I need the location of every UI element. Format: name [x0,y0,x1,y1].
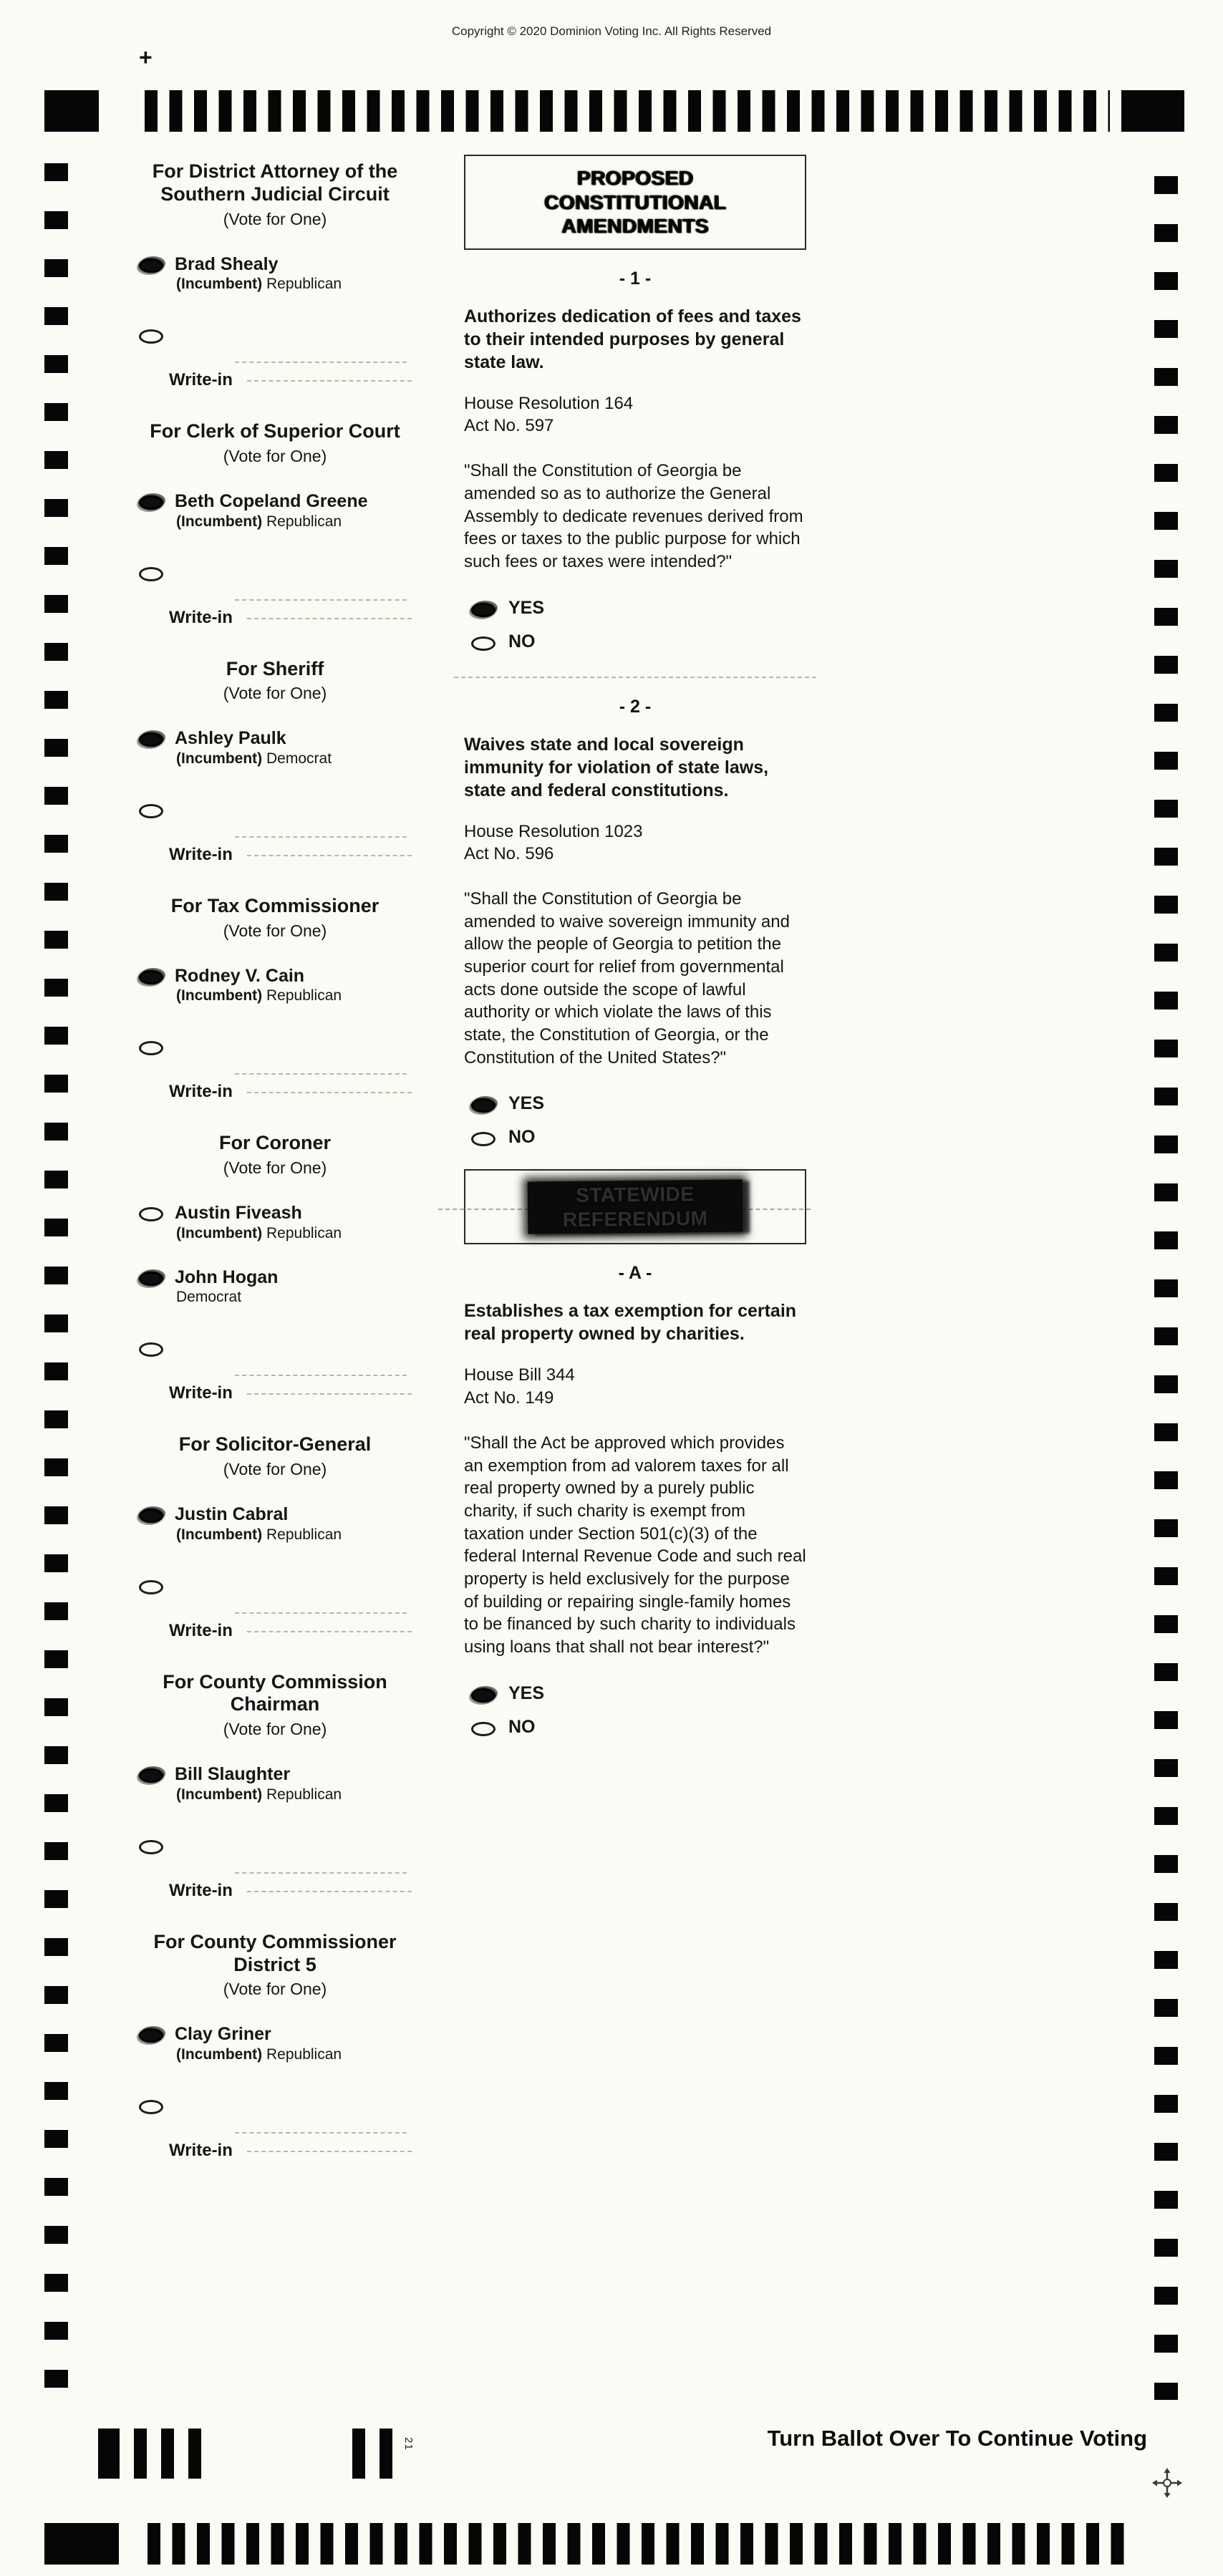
vote-oval-yes[interactable] [471,1098,496,1113]
timing-block-icon [1121,90,1184,132]
party-label: Republican [266,987,342,1004]
candidate-name: Justin Cabral [175,1504,289,1525]
registration-plus-icon: + [139,44,153,70]
candidate-detail [176,276,342,293]
candidate-row [127,1505,422,1544]
section-header-text: PROPOSED CONSTITUTIONAL AMENDMENTS [543,167,727,238]
party-label: Democrat [266,750,332,767]
writein-oval[interactable] [139,2100,163,2114]
contest-vote-for: (Vote for One) [223,1980,327,1999]
vote-oval[interactable] [139,1207,163,1221]
writein-line[interactable] [247,1092,412,1093]
writein-line[interactable] [235,1612,407,1614]
contest-title: For County Commission Chairman [163,1670,387,1715]
timing-block-icon [44,2523,119,2565]
writein-line[interactable] [235,836,407,838]
incumbent-label: (Incumbent) [176,2045,263,2063]
contest-title: For County Commissioner District 5 [153,1930,397,1975]
writein-line[interactable] [235,599,407,601]
separator-line [454,677,816,678]
vote-oval-yes[interactable] [471,1688,496,1703]
measure-question: "Shall the Constitution of Georgia be amended to waive sovereign immunity and allow the people of Georgia to petition the superior court for relief from governmental acts done outside the scope of lawful authority or which violate the laws of this state, the Constitution of Georgia, or the Constitution of the United States?" [464,888,790,1067]
measure-question: "Shall the Constitution of Georgia be amended so as to authorize the General Assembly to dedicate revenues derived from fees or taxes to the public purpose for which such fees or taxes were intended?" [464,461,803,571]
section-header-amendments [464,155,806,250]
contest-vote-for: (Vote for One) [223,447,327,466]
right-timing-marks [1154,176,1178,2400]
candidate-row [127,729,422,768]
reference-line-2: Act No. 597 [464,415,554,435]
reference-line-1: House Bill 344 [464,1365,575,1385]
writein-label: Write-in [169,1383,233,1403]
party-label: Republican [266,1526,342,1543]
measure-summary: Establishes a tax exemption for certain real property owned by charities. [464,1301,797,1345]
measure-referendum-a [464,1263,806,1737]
contest-district-attorney [127,160,422,390]
candidate-row [127,1268,422,1307]
candidate-detail [176,1225,342,1242]
reference-line-1: House Resolution 164 [464,393,634,413]
no-choice [471,1717,806,1738]
candidate-detail [176,750,332,768]
contest-title: For Clerk of Superior Court [150,420,400,442]
measure-summary: Waives state and local sovereign immunity for violation of state laws, state and federal constitutions. [464,734,769,800]
writein-label: Write-in [169,2140,233,2160]
copyright-line: Copyright © 2020 Dominion Voting Inc. All Rights Reserved [451,24,772,38]
no-label: NO [508,1716,536,1737]
yes-label: YES [508,1682,545,1703]
vote-oval-yes[interactable] [471,603,496,617]
measure-number: - A - [618,1263,652,1284]
contest-title: For Tax Commissioner [170,894,380,916]
candidate-row [127,1765,422,1803]
yes-label: YES [508,1093,545,1114]
vote-oval[interactable] [139,258,163,273]
measure-number: - 2 - [619,696,652,717]
vote-oval-no[interactable] [471,1722,496,1736]
writein-oval[interactable] [139,567,163,581]
measure-question: "Shall the Act be approved which provides an exemption from ad valorem taxes for all real property owned by a purely public charity, if such charity is exempt from taxation under Section 501(c)(3) of the federal Internal Revenue Code and such real property is held exclusively for the purpose of building or repairing single-family homes to be financed by such charity to individuals using loans that shall not bear interest?" [464,1433,806,1657]
contest-title: For Solicitor-General [178,1433,372,1456]
candidate-detail [176,2046,342,2063]
writein-label: Write-in [169,844,233,864]
no-label: NO [508,631,536,652]
incumbent-label: (Incumbent) [176,276,263,293]
writein-label: Write-in [169,370,233,390]
incumbent-label: (Incumbent) [176,1526,263,1543]
candidate-row [127,492,422,531]
candidate-row [127,2025,422,2063]
measure-reference [464,392,806,437]
reference-line-2: Act No. 596 [464,843,554,863]
candidate-name: Bill Slaughter [175,1764,291,1785]
candidate-row [127,255,422,294]
writein-oval[interactable] [139,1041,163,1055]
measure-amendment-1 [464,268,806,652]
measure-amendment-2 [464,697,806,1148]
registration-cross-icon [1151,2467,1183,2502]
vote-oval[interactable] [139,732,163,747]
turn-ballot-instruction: Turn Ballot Over To Continue Voting [767,2426,1147,2451]
writein-line[interactable] [235,1073,407,1075]
candidate-detail [176,987,342,1004]
contest-coroner [127,1132,422,1403]
contest-solicitor-general [127,1433,422,1640]
contest-vote-for: (Vote for One) [223,1158,327,1178]
incumbent-label: (Incumbent) [176,1786,263,1803]
no-choice [471,631,806,652]
candidate-detail [176,513,368,531]
contest-county-commissioner-district-5 [127,1931,422,2161]
timing-bars [145,90,1110,132]
bottom-center-registration-bars [352,2429,392,2479]
contest-clerk-superior-court [127,420,422,627]
measure-summary: Authorizes dedication of fees and taxes to their intended purposes by general state law. [464,306,801,372]
contest-vote-for: (Vote for One) [223,684,327,703]
contests-column [127,160,422,2191]
writein-oval[interactable] [139,804,163,818]
page-number-mark: 21 [402,2437,415,2451]
writein-oval[interactable] [139,1840,163,1854]
incumbent-label: (Incumbent) [176,750,263,767]
writein-line[interactable] [247,1393,412,1395]
writein-label: Write-in [169,1082,233,1102]
reference-line-2: Act No. 149 [464,1388,554,1408]
measure-number: - 1 - [619,268,652,289]
measures-column [464,155,806,1738]
contest-title: For District Attorney of the Southern Judicial Circuit [152,160,398,205]
contest-vote-for: (Vote for One) [223,921,327,940]
party-label: Republican [266,276,342,293]
left-timing-marks [44,163,68,2397]
timing-bars [148,2523,1128,2565]
writein-line[interactable] [247,2151,412,2152]
contest-tax-commissioner [127,895,422,1102]
writein-oval[interactable] [139,329,163,344]
writein-label: Write-in [169,1880,233,1900]
writein-line[interactable] [235,362,407,363]
writein-line[interactable] [235,1872,407,1874]
writein-line[interactable] [247,1631,412,1632]
vote-oval[interactable] [139,970,163,984]
candidate-name: Beth Copeland Greene [175,491,368,512]
measure-reference [464,820,806,865]
candidate-detail [176,1289,278,1306]
candidate-name: Rodney V. Cain [175,965,305,986]
party-label: Republican [266,2045,342,2063]
writein-line[interactable] [235,1375,407,1376]
bottom-timing-marks [44,2523,1184,2565]
incumbent-label: (Incumbent) [176,1224,263,1241]
candidate-row [127,1204,422,1242]
writein-label: Write-in [169,1620,233,1640]
yes-choice [471,598,806,619]
no-label: NO [508,1127,536,1148]
top-timing-marks [44,90,1184,132]
section-header-referendum [464,1169,806,1244]
timing-block-icon [44,90,99,132]
candidate-detail [176,1786,342,1803]
candidate-row [127,967,422,1005]
writein-oval[interactable] [139,1580,163,1594]
party-label: Democrat [176,1289,242,1306]
section-header-text: STATEWIDE REFERENDUM [528,1180,743,1234]
yes-choice [471,1093,806,1114]
vote-oval[interactable] [139,1768,163,1783]
writein-label: Write-in [169,607,233,627]
writein-line[interactable] [247,1891,412,1892]
contest-vote-for: (Vote for One) [223,1460,327,1479]
vote-oval[interactable] [139,2028,163,2043]
contest-vote-for: (Vote for One) [223,1720,327,1739]
incumbent-label: (Incumbent) [176,513,263,530]
contest-vote-for: (Vote for One) [223,209,327,228]
candidate-name: Ashley Paulk [175,728,286,749]
candidate-name: Brad Shealy [175,253,279,274]
vote-oval-no[interactable] [471,1132,496,1146]
candidate-detail [176,1526,342,1544]
contest-title: For Sheriff [226,657,324,679]
writein-line[interactable] [235,2132,407,2134]
writein-line[interactable] [247,618,412,619]
contest-sheriff [127,658,422,865]
vote-oval[interactable] [139,1272,163,1286]
vote-oval-no[interactable] [471,636,496,651]
candidate-name: Clay Griner [175,2024,271,2045]
reference-line-1: House Resolution 1023 [464,821,643,841]
vote-oval[interactable] [139,495,163,510]
bottom-left-registration-bars [98,2429,201,2479]
candidate-name: Austin Fiveash [175,1203,302,1224]
incumbent-label: (Incumbent) [176,987,263,1004]
writein-oval[interactable] [139,1342,163,1357]
yes-label: YES [508,597,545,618]
writein-line[interactable] [247,380,412,382]
contest-title: For Coroner [218,1132,331,1154]
no-choice [471,1127,806,1148]
yes-choice [471,1683,806,1704]
contest-county-commission-chairman [127,1671,422,1901]
party-label: Republican [266,1224,342,1241]
candidate-name: John Hogan [175,1267,279,1287]
party-label: Republican [266,513,342,530]
party-label: Republican [266,1786,342,1803]
measure-reference [464,1364,806,1408]
vote-oval[interactable] [139,1509,163,1523]
writein-line[interactable] [247,855,412,856]
